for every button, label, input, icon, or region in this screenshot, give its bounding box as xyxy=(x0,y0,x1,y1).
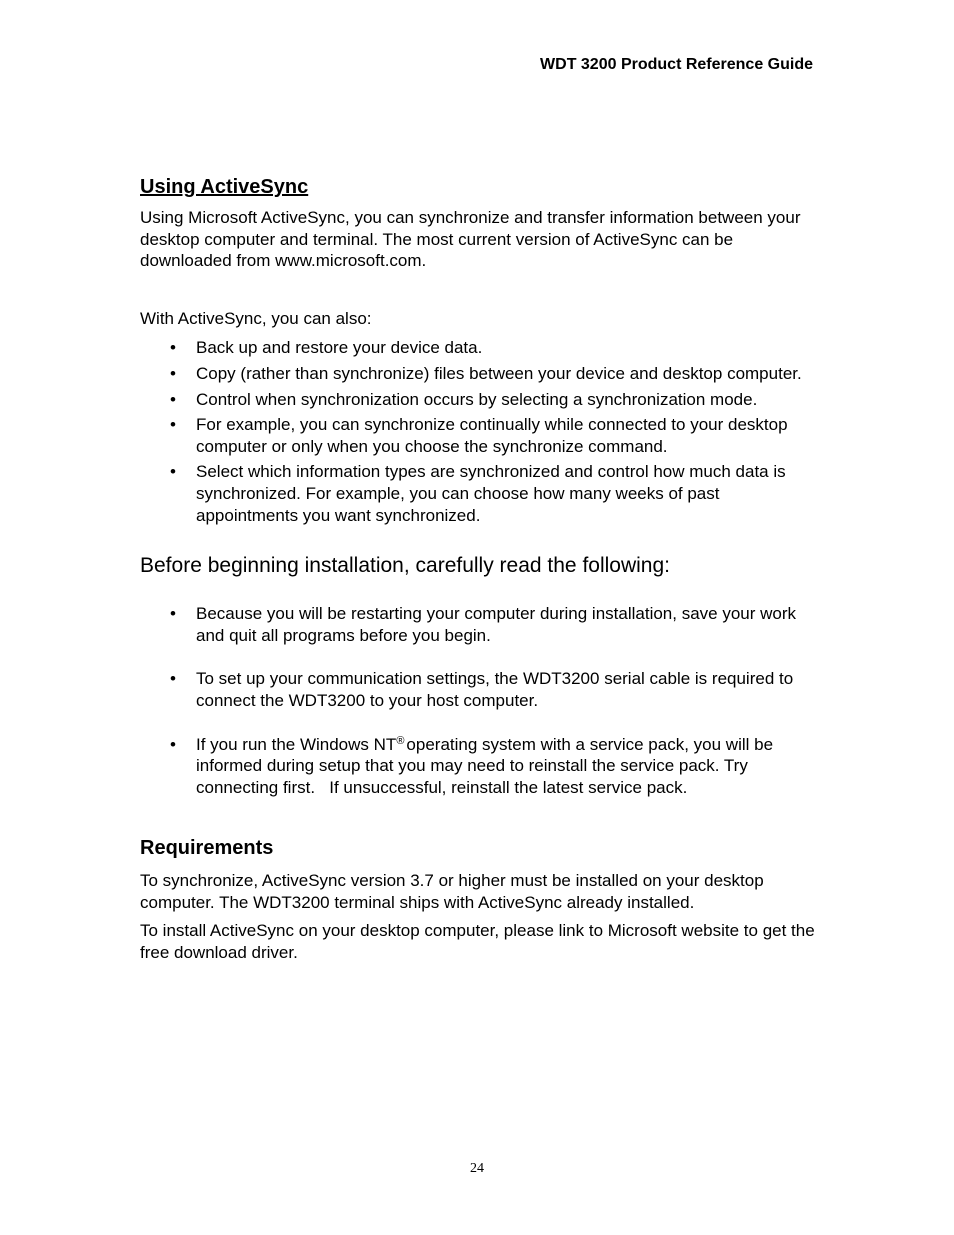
list-item-text: Back up and restore your device data. xyxy=(196,338,483,358)
section-title: Using ActiveSync xyxy=(140,176,309,198)
list-item-text: For example, you can synchronize continually while connected to your desktop computer or only when you choose the synchronize command. xyxy=(196,415,788,456)
list-item xyxy=(140,389,820,411)
intro-paragraph: Using Microsoft ActiveSync, you can synchronize and transfer information between your desktop computer and terminal. The most current version of ActiveSync can be downloaded from www.microsoft.com. xyxy=(140,208,801,271)
bullet-icon: • xyxy=(170,415,176,435)
list-item xyxy=(140,668,820,711)
nt-text-after: operating system with a service pack, you will be informed during setup that you may need to reinstall the service pack. Try connecting first. If unsuccessful, reinstall the latest service pack. xyxy=(196,734,774,797)
requirements-paragraph: To install ActiveSync on your desktop computer, please link to Microsoft website to get the free download driver. xyxy=(140,921,815,963)
bullet-icon: • xyxy=(170,363,176,383)
list-item xyxy=(140,734,820,799)
list-item xyxy=(140,363,820,385)
page-content xyxy=(140,174,820,964)
page-number: 24 xyxy=(470,1161,484,1176)
list-item-text: Select which information types are synchronized and control how much data is synchronized. For example, you can choose how many weeks of past appointments you want synchronized. xyxy=(196,462,786,525)
list-item xyxy=(140,461,820,526)
bullet-icon: • xyxy=(170,669,176,689)
list-item-text: Because you will be restarting your computer during installation, save your work and quit all programs before you begin. xyxy=(196,604,797,645)
list-item xyxy=(140,603,820,646)
list-item-text xyxy=(196,735,773,797)
registered-mark: ® xyxy=(396,734,405,747)
bullet-icon: • xyxy=(170,604,176,624)
list-item-text: To set up your communication settings, the WDT3200 serial cable is required to connect the WDT3200 to your host computer. xyxy=(196,669,794,710)
nt-text-before: If you run the Windows NT xyxy=(196,734,397,754)
list-item xyxy=(140,337,820,359)
list-item xyxy=(140,414,820,457)
bullet-icon: • xyxy=(170,389,176,409)
capabilities-list xyxy=(140,337,820,526)
bullet-icon: • xyxy=(170,734,176,754)
installation-lead: Before beginning installation, carefully read the following: xyxy=(140,554,670,578)
running-header: WDT 3200 Product Reference Guide xyxy=(540,56,813,73)
installation-notes-list xyxy=(140,603,820,798)
requirements-paragraph: To synchronize, ActiveSync version 3.7 or higher must be installed on your desktop computer. The WDT3200 terminal ships with ActiveSync already installed. xyxy=(140,871,764,912)
capabilities-lead: With ActiveSync, you can also: xyxy=(140,308,372,328)
bullet-icon: • xyxy=(170,338,176,358)
list-item-text: Control when synchronization occurs by selecting a synchronization mode. xyxy=(196,389,758,409)
bullet-icon: • xyxy=(170,462,176,482)
list-item-text: Copy (rather than synchronize) files between your device and desktop computer. xyxy=(196,363,802,383)
requirements-title: Requirements xyxy=(140,837,274,860)
